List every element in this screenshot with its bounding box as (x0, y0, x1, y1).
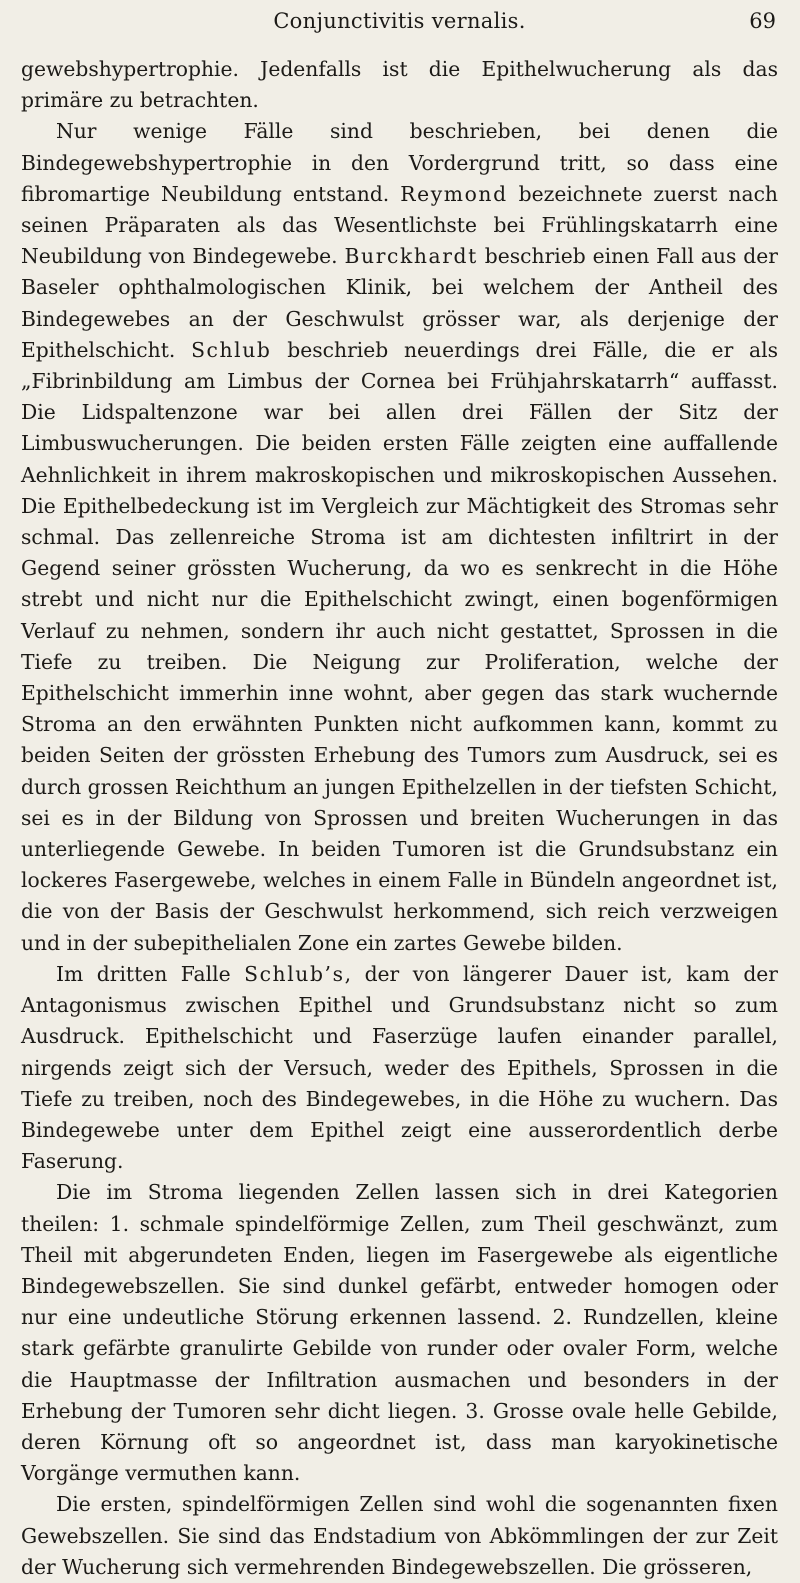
text-run: Nur wenige Fälle sind beschrieben, bei denen die Bindegewebshypertrophie in den Vordergrund tritt, so dass eine fibromartige Neubildung entstand. (21, 119, 778, 206)
author-name: Burckhardt (344, 244, 478, 269)
paragraph (21, 959, 778, 1177)
running-title: Conjunctivitis vernalis. (273, 9, 526, 33)
text-run: beschrieb neuerdings drei Fälle, die er als „Fibrinbildung am Limbus der Cornea bei Frühjahrskatarrh“ auffasst. Die Lidspaltenzone war bei allen drei Fällen der Sitz der Limbuswucherungen. Die beiden ersten Fälle zeigten eine auffallende Aehnlichkeit in ihrem makroskopischen und mikroskopischen Aussehen. Die Epithelbedeckung ist im Vergleich zur Mächtigkeit des Stromas sehr schmal. Das zellenreiche Stroma ist am dichtesten infiltrirt in der Gegend seiner grössten Wucherung, da wo es senkrecht in die Höhe strebt und nicht nur die Epithelschicht zwingt, einen bogenförmigen Verlauf zu nehmen, sondern ihr auch nicht gestattet, Sprossen in die Tiefe zu treiben. Die Neigung zur Proliferation, welche der Epithelschicht immerhin inne wohnt, aber gegen das stark wuchernde Stroma an den erwähnten Punkten nicht aufkommen kann, kommt zu beiden Seiten der grössten Erhebung des Tumors zum Ausdruck, sei es durch grossen Reichthum an jungen Epithelzellen in der tiefsten Schicht, sei es in der Bildung von Sprossen und breiten Wucherungen in das unterliegende Gewebe. In beiden Tumoren ist die Grundsubstanz ein lockeres Fasergewebe, welches in einem Falle in Bündeln angeordnet ist, die von der Basis der Geschwulst herkommend, sich reich verzweigen und in der subepithelialen Zone ein zartes Gewebe bilden. (21, 337, 778, 955)
text-run: , der von längerer Dauer ist, kam der Antagonismus zwischen Epithel und Grundsubstanz nicht so zum Ausdruck. Epithelschicht und Faserzüge laufen einander parallel, nirgends zeigt sich der Versuch, weder des Epithels, Sprossen in die Tiefe zu treiben, noch des Bindegewebes, in die Höhe zu wuchern. Das Bindegewebe unter dem Epithel zeigt eine ausserordentlich derbe Faserung. (21, 961, 778, 1174)
text-run: bezeichnete zuerst nach seinen Präparaten als das Wesentlichste bei Frühlingskatarrh eine Neubildung von Bindegewebe. (21, 181, 778, 269)
body-text (21, 54, 778, 1583)
text-run: beschrieb einen Fall aus der Baseler ophthalmologischen Klinik, bei welchem der Antheil des Bindegewebes an der Geschwulst grösser war, als derjenige der Epithelschicht. (21, 244, 778, 362)
author-name: Schlub (191, 337, 272, 362)
paragraph (21, 1177, 778, 1489)
paragraph (21, 1489, 778, 1583)
running-head (21, 4, 778, 54)
text-run: Die ersten, spindelförmigen Zellen sind wohl die sogenannten fixen Gewebszellen. Sie sind das Endstadium von Abkömmlingen der zur Zeit der Wucherung sich vermehrenden Bindegewebszellen. Die grösseren, (21, 1492, 778, 1579)
paragraph (21, 54, 778, 116)
author-name: Schlub’s (244, 961, 345, 986)
paragraph (21, 116, 778, 958)
page-number: 69 (749, 9, 776, 33)
text-run: Die im Stroma liegenden Zellen lassen sich in drei Kategorien theilen: 1. schmale spindelförmige Zellen, zum Theil geschwänzt, zum Theil mit abgerundeten Enden, liegen im Fasergewebe als eigentliche Bindegewebszellen. Sie sind dunkel gefärbt, entweder homogen oder nur eine undeutliche Störung erkennen lassend. 2. Rundzellen, kleine stark gefärbte granulirte Gebilde von runder oder ovaler Form, welche die Hauptmasse der Infiltration ausmachen und besonders in der Erhebung der Tumoren sehr dicht liegen. 3. Grosse ovale helle Gebilde, deren Körnung oft so angeordnet ist, dass man karyokinetische Vorgänge vermuthen kann. (21, 1180, 778, 1486)
author-name: Reymond (400, 181, 508, 206)
text-run: gewebshypertrophie. Jedenfalls ist die Epithelwucherung als das primäre zu betrachten. (21, 57, 778, 113)
text-run: Im dritten Falle (56, 961, 245, 986)
